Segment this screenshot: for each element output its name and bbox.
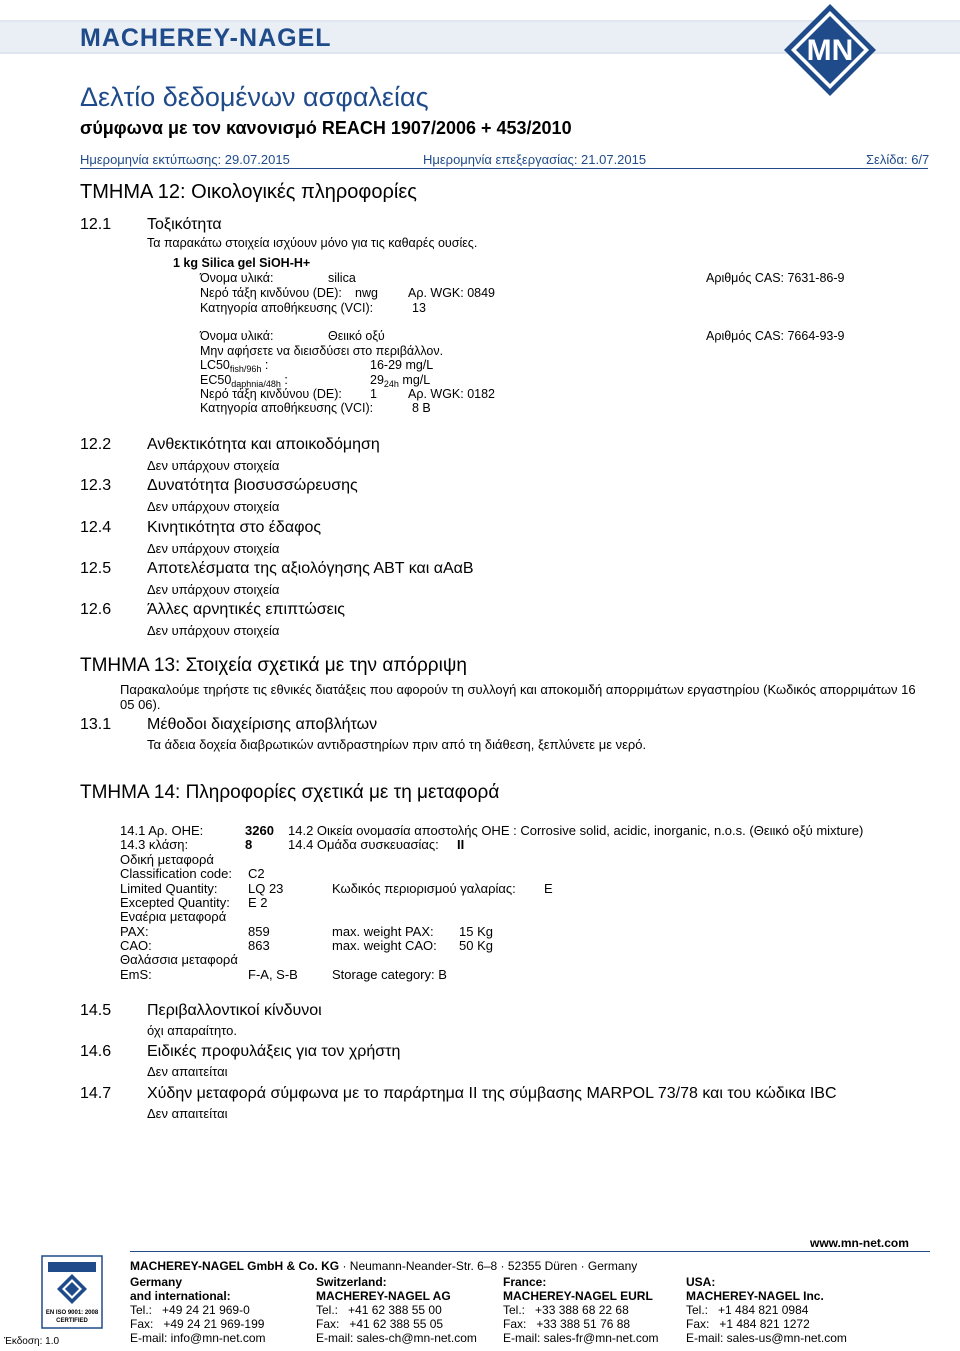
ems-label: EmS:: [120, 967, 152, 982]
section-12-3-title: Δυνατότητα βιοσυσσώρευσης: [147, 477, 358, 494]
section-13-title: ΤΜΗΜΑ 13: Στοιχεία σχετικά με την απόρριψη: [80, 655, 467, 676]
section-12-6-title: Άλλες αρνητικές επιπτώσεις: [147, 601, 346, 618]
header-divider: [80, 168, 928, 169]
footer-col3-h1: France:: [503, 1275, 547, 1289]
limited-quantity-value: LQ 23: [248, 881, 284, 896]
section-12-1-note: Τα παρακάτω στοιχεία ισχύουν μόνο για τις καθαρές ουσίες.: [147, 236, 478, 250]
footer-col3-fax: Fax: +33 388 51 76 88: [503, 1317, 631, 1331]
footer-col3-email: E-mail: sales-fr@mn-net.com: [503, 1331, 659, 1345]
class-label: 14.3 κλάση:: [120, 837, 189, 852]
footer-col1-h2: and international:: [130, 1289, 231, 1303]
edit-date: Ημερομηνία επεξεργασίας: 21.07.2015: [423, 152, 647, 167]
pax-value: 859: [248, 924, 270, 939]
footer-col3-tel: Tel.: +33 388 68 22 68: [503, 1303, 629, 1317]
material-name-label: Όνομα υλικά:: [200, 329, 274, 343]
footer-col2-h1: Switzerland:: [316, 1275, 387, 1289]
packing-group-value: II: [457, 837, 465, 852]
print-date: Ημερομηνία εκτύπωσης: 29.07.2015: [80, 152, 290, 167]
wgk-value: 1: [370, 387, 377, 401]
page-title: Δελτίο δεδομένων ασφαλείας: [80, 82, 429, 112]
section-13-1-title: Μέθοδοι διαχείρισης αποβλήτων: [147, 716, 378, 733]
tunnel-code-value: E: [544, 881, 553, 896]
air-transport-heading: Εναέρια μεταφορά: [120, 909, 227, 924]
section-12-2-number: 12.2: [80, 436, 112, 453]
footer-website: www.mn-net.com: [810, 1236, 909, 1250]
section-14-6-number: 14.6: [80, 1043, 112, 1060]
excepted-quantity-label: Excepted Quantity:: [120, 895, 230, 910]
road-transport-heading: Οδική μεταφορά: [120, 852, 214, 867]
footer-company: MACHEREY-NAGEL GmbH & Co. KG · Neumann-Neander-Str. 6–8 · 52355 Düren · Germany: [130, 1259, 638, 1273]
vci-value: 13: [412, 301, 426, 315]
storage-category: Storage category: B: [332, 967, 447, 982]
class-value: 8: [245, 837, 253, 852]
section-14-5-text: όχι απαραίτητο.: [147, 1023, 237, 1038]
section-12-5-number: 12.5: [80, 560, 112, 577]
classification-code-value: C2: [248, 866, 265, 881]
cao-max-weight-value: 50 Kg: [459, 938, 493, 953]
sea-transport-heading: Θαλάσσια μεταφορά: [120, 952, 238, 967]
footer-col3-h2: MACHEREY-NAGEL EURL: [503, 1289, 653, 1303]
section-12-6-number: 12.6: [80, 601, 112, 618]
packing-group-label: 14.4 Ομάδα συσκευασίας:: [288, 837, 439, 852]
section-12-4-text: Δεν υπάρχουν στοιχεία: [147, 541, 280, 556]
ems-value: F-A, S-B: [248, 967, 298, 982]
page-number: Σελίδα: 6/7: [866, 152, 930, 167]
section-14-6-text: Δεν απαιτείται: [147, 1064, 228, 1079]
wgk-label: Νερό τάξη κινδύνου (DE):: [200, 286, 342, 300]
un-number-value: 3260: [245, 823, 274, 838]
tunnel-code-label: Κωδικός περιορισμού γαλαρίας:: [332, 881, 516, 896]
section-13-intro-cont: 05 06).: [120, 697, 161, 712]
section-12-6-text: Δεν υπάρχουν στοιχεία: [147, 623, 280, 638]
footer-divider: [130, 1251, 930, 1252]
cert-line-2: CERTIFIED: [56, 1318, 88, 1324]
lc50-label: $LC50_{fish/96h}$ :: [200, 358, 269, 374]
wgk-code: Αρ. WGK: 0849: [408, 286, 496, 300]
section-12-4-number: 12.4: [80, 519, 112, 536]
footer-col4-h1: USA:: [686, 1275, 716, 1289]
material-name-value: Θειικό οξύ: [328, 329, 385, 343]
classification-code-label: Classification code:: [120, 866, 232, 881]
edition-label: Έκδοση: 1.0: [4, 1336, 60, 1347]
section-14-title: ΤΜΗΜΑ 14: Πληροφορίες σχετικά με τη μεταφορά: [80, 782, 500, 803]
limited-quantity-label: Limited Quantity:: [120, 881, 218, 896]
section-14-5-number: 14.5: [80, 1002, 112, 1019]
cert-line-1: EN ISO 9001: 2008: [45, 1310, 99, 1316]
cao-max-weight-label: max. weight CAO:: [332, 938, 437, 953]
section-12-4-title: Κινητικότητα στο έδαφος: [147, 519, 322, 536]
footer-col2-h2: MACHEREY-NAGEL AG: [316, 1289, 451, 1303]
page-subtitle: σύμφωνα με τον κανονισμό REACH 1907/2006 + 453/2010: [80, 118, 572, 138]
footer-col4-h2: MACHEREY-NAGEL Inc.: [686, 1289, 824, 1303]
section-12-1-title: Τοξικότητα: [147, 216, 222, 233]
brand-name: MACHEREY-NAGEL: [80, 24, 332, 52]
ec50-value: $29_{24h}$ mg/L: [370, 373, 431, 389]
material-name-label: Όνομα υλικά:: [200, 271, 274, 285]
mn-logo-icon: [782, 2, 878, 98]
section-12-title: ΤΜΗΜΑ 12: Οικολογικές πληροφορίες: [80, 181, 417, 203]
section-14-5-title: Περιβαλλοντικοί κίνδυνοι: [147, 1002, 322, 1019]
section-13-intro: Παρακαλούμε τηρήστε τις εθνικές διατάξεις που αφορούν τη συλλογή και αποκομιδή απορριμάτων εργαστηρίου (Κωδικός απορριμάτων 16: [120, 682, 916, 697]
footer-col1-fax: Fax: +49 24 21 969-199: [130, 1317, 265, 1331]
section-12-5-text: Δεν υπάρχουν στοιχεία: [147, 582, 280, 597]
section-13-1-number: 13.1: [80, 716, 112, 733]
section-12-3-number: 12.3: [80, 477, 112, 494]
section-12-2-text: Δεν υπάρχουν στοιχεία: [147, 458, 280, 473]
pax-label: PAX:: [120, 924, 149, 939]
section-14-7-text: Δεν απαιτείται: [147, 1106, 228, 1121]
footer-col1-email: E-mail: info@mn-net.com: [130, 1331, 266, 1345]
vci-label: Κατηγορία αποθήκευσης (VCI):: [200, 301, 374, 315]
vci-value: 8 B: [412, 401, 431, 415]
ec50-label: $EC50_{daphnia/48h}$ :: [200, 373, 288, 389]
footer-col4-email: E-mail: sales-us@mn-net.com: [686, 1331, 847, 1345]
section-12-5-title: Αποτελέσματα της αξιολόγησης ΑΒΤ και αΑαΒ: [147, 560, 474, 577]
wgk-value: nwg: [355, 286, 378, 300]
cas-number: Αριθμός CAS: 7664-93-9: [706, 329, 845, 343]
section-12-3-text: Δεν υπάρχουν στοιχεία: [147, 499, 280, 514]
footer-col2-fax: Fax: +41 62 388 55 05: [316, 1317, 444, 1331]
lc50-value: 16-29 mg/L: [370, 358, 434, 372]
product-name: 1 kg Silica gel SiOH-H+: [173, 256, 311, 270]
material-name-value: silica: [328, 271, 356, 285]
cao-label: CAO:: [120, 938, 152, 953]
environment-warning: Μην αφήσετε να διεισδύσει στο περιβάλλον.: [200, 344, 444, 358]
pax-max-weight-label: max. weight PAX:: [332, 924, 434, 939]
excepted-quantity-value: E 2: [248, 895, 268, 910]
cas-number: Αριθμός CAS: 7631-86-9: [706, 271, 845, 285]
footer-col4-fax: Fax: +1 484 821 1272: [686, 1317, 810, 1331]
wgk-label: Νερό τάξη κινδύνου (DE):: [200, 387, 342, 401]
logo-text: MN: [806, 34, 854, 67]
section-13-1-text: Τα άδεια δοχεία διαβρωτικών αντιδραστηρίων πριν από τη διάθεση, ξεπλύνετε με νερό.: [147, 737, 647, 752]
section-14-6-title: Ειδικές προφυλάξεις για τον χρήστη: [147, 1043, 401, 1060]
footer-col4-tel: Tel.: +1 484 821 0984: [686, 1303, 809, 1317]
shipping-name: 14.2 Οικεία ονομασία αποστολής ΟΗΕ : Corrosive solid, acidic, inorganic, n.o.s. (Θειικό οξύ mixture): [288, 823, 864, 838]
wgk-code: Αρ. WGK: 0182: [408, 387, 496, 401]
un-number-label: 14.1 Αρ. ΟΗΕ:: [120, 823, 204, 838]
footer-col2-email: E-mail: sales-ch@mn-net.com: [316, 1331, 477, 1345]
section-14-7-number: 14.7: [80, 1085, 112, 1102]
footer-col1-h1: Germany: [130, 1275, 183, 1289]
iso-certification-badge: [40, 1254, 104, 1330]
section-12-1-number: 12.1: [80, 216, 112, 233]
pax-max-weight-value: 15 Kg: [459, 924, 493, 939]
vci-label: Κατηγορία αποθήκευσης (VCI):: [200, 401, 374, 415]
section-14-7-title: Χύδην μεταφορά σύμφωνα με το παράρτημα II της σύμβασης MARPOL 73/78 και του κώδικα IBC: [147, 1085, 837, 1102]
footer-col1-tel: Tel.: +49 24 21 969-0: [130, 1303, 250, 1317]
section-12-2-title: Ανθεκτικότητα και αποικοδόμηση: [147, 436, 380, 453]
cao-value: 863: [248, 938, 270, 953]
footer-col2-tel: Tel.: +41 62 388 55 00: [316, 1303, 442, 1317]
